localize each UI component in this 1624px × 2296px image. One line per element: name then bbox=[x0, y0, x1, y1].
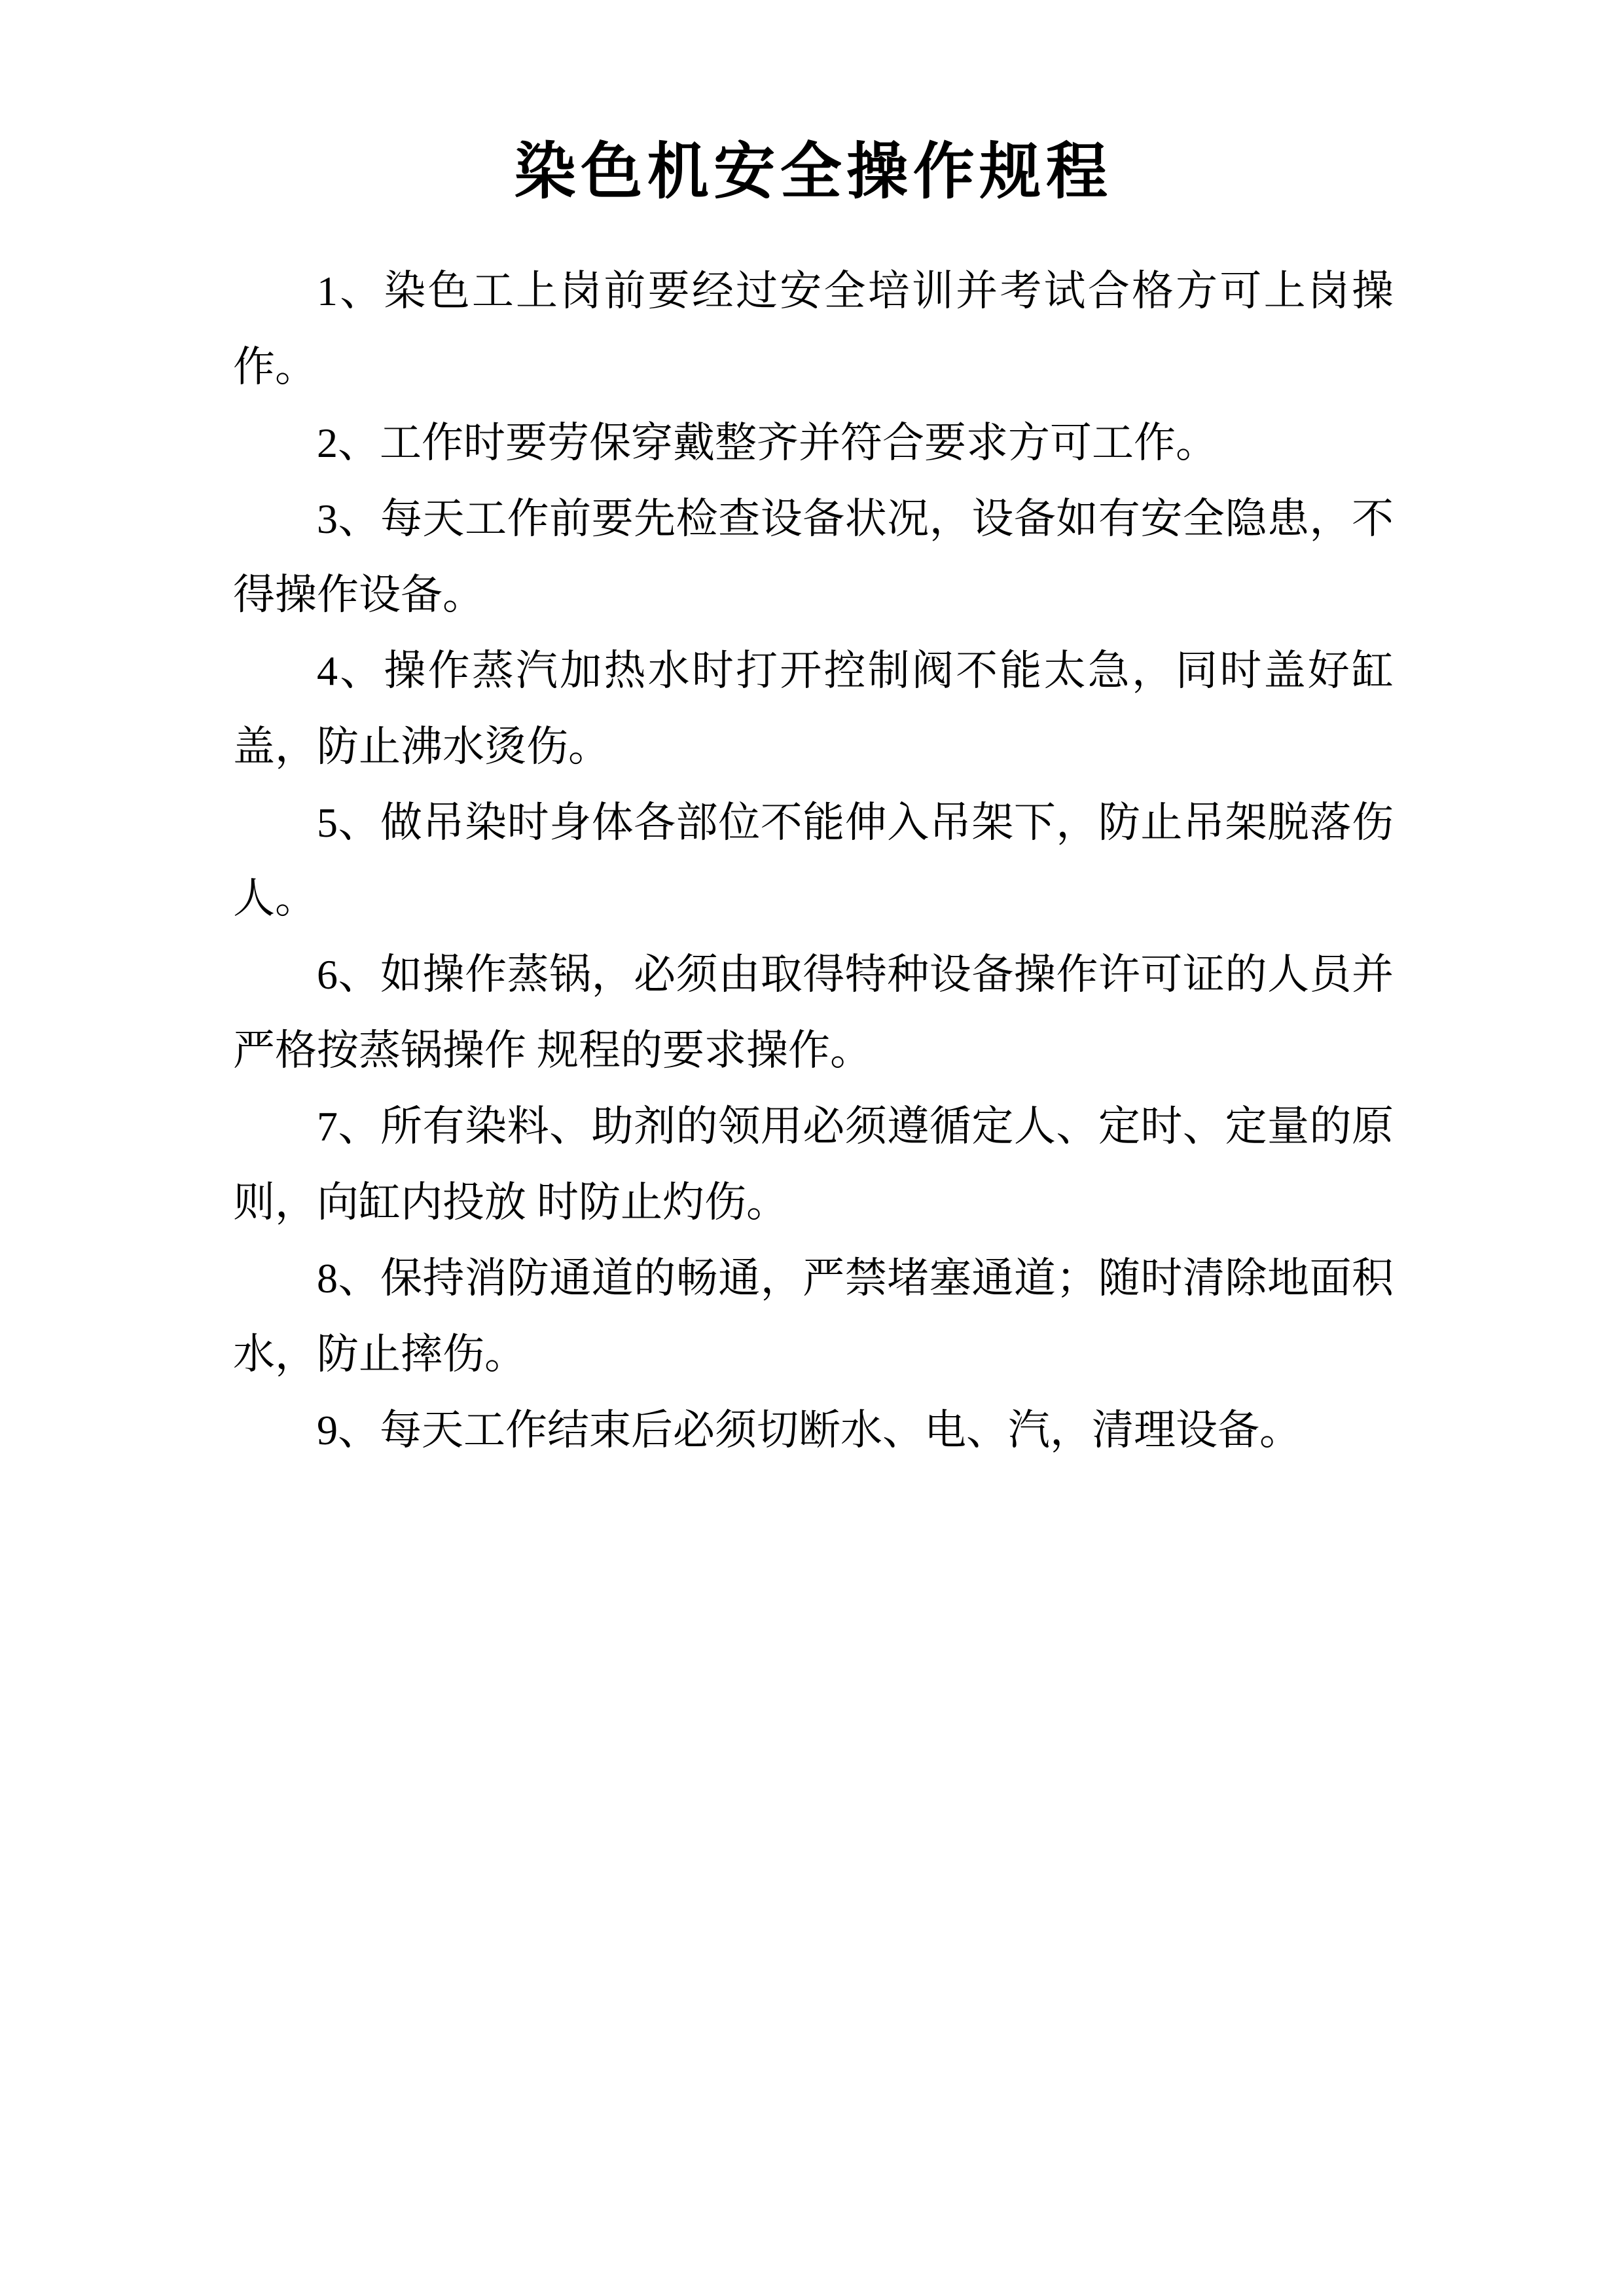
rule-item-9: 9、每天工作结束后必须切断水、电、汽，清理设备。 bbox=[317, 1406, 1301, 1453]
document-title: 染色机安全操作规程 bbox=[514, 138, 1113, 206]
rule-item-7: 7、所有染料、助剂的领用必须遵循定人、定时、定量的原则，向缸内投放 时防止灼伤。 bbox=[233, 1102, 1394, 1226]
rule-item-3: 3、每天工作前要先检查设备状况，设备如有安全隐患，不得操作设备。 bbox=[233, 495, 1394, 618]
rule-item-2: 2、工作时要劳保穿戴整齐并符合要求方可工作。 bbox=[317, 419, 1218, 466]
rule-item-1: 1、染色工上岗前要经过安全培训并考试合格方可上岗操作。 bbox=[233, 267, 1394, 390]
rule-item-5: 5、做吊染时身体各部位不能伸入吊架下，防止吊架脱落伤人。 bbox=[233, 799, 1394, 922]
rule-item-8: 8、保持消防通道的畅通，严禁堵塞通道；随时清除地面积水，防止摔伤。 bbox=[233, 1254, 1394, 1377]
rule-item-4: 4、操作蒸汽加热水时打开控制阀不能太急，同时盖好缸盖，防止沸水烫伤。 bbox=[233, 647, 1394, 770]
rule-item-6: 6、如操作蒸锅，必须由取得特种设备操作许可证的人员并严格按蒸锅操作 规程的要求操作。 bbox=[233, 951, 1394, 1074]
